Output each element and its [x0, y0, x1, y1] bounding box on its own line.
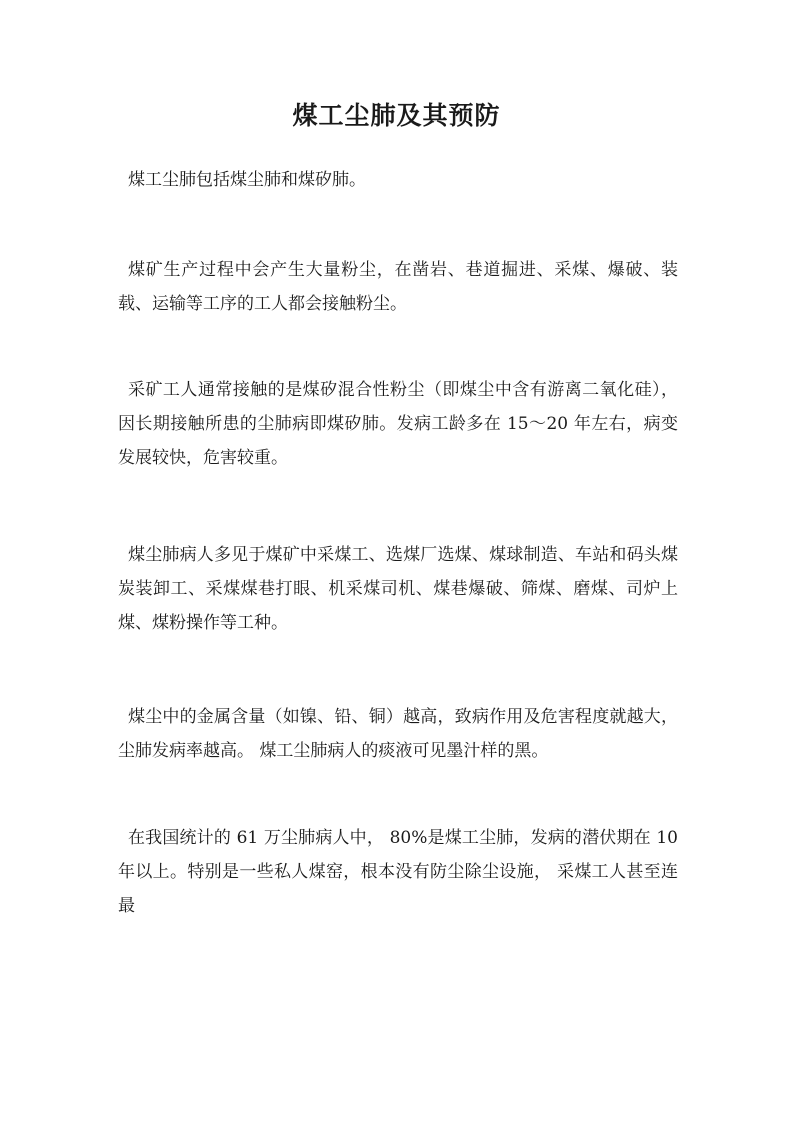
paragraph-dust-sources: 煤矿生产过程中会产生大量粉尘，在凿岩、巷道掘进、采煤、爆破、装载、运输等工序的工人都会接触粉尘。	[118, 260, 678, 314]
paragraph-mixed-dust: 采矿工人通常接触的是煤矽混合性粉尘（即煤尘中含有游离二氧化硅），因长期接触所患的尘肺病即煤矽肺。发病工龄多在 15～20 年左右，病变发展较快，危害较重。	[118, 380, 678, 468]
paragraph-intro: 煤工尘肺包括煤尘肺和煤矽肺。	[128, 170, 366, 190]
document-title: 煤工尘肺及其预防	[292, 101, 501, 130]
paragraph-occupations: 煤尘肺病人多见于煤矿中采煤工、选煤厂选煤、煤球制造、车站和码头煤炭装卸工、采煤煤巷打眼、机采煤司机、煤巷爆破、筛煤、磨煤、司炉上煤、煤粉操作等工种。	[118, 545, 678, 633]
paragraph-metal-content: 煤尘中的金属含量（如镍、铅、铜）越高，致病作用及危害程度就越大， 尘肺发病率越高。 煤工尘肺病人的痰液可见墨汁样的黑。	[118, 707, 678, 761]
paragraph-statistics: 在我国统计的 61 万尘肺病人中， 80%是煤工尘肺，发病的潜伏期在 10 年以上。特别是一些私人煤窑，根本没有防尘除尘设施， 采煤工人甚至连最	[118, 828, 678, 916]
